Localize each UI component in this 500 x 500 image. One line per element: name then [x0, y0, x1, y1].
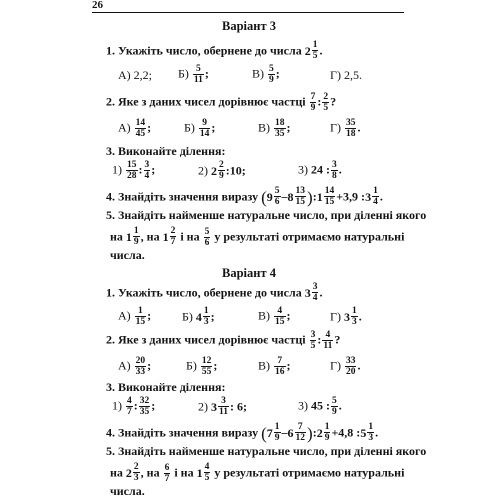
v3-q2-option-a: А) $\frac{14}{45}$ ;	[118, 118, 152, 139]
v3-q1-question: 1. Укажіть число, обернене до числа 2 1 5 .	[106, 40, 323, 61]
v4-q5-question: 5. Знайдіть найменше натуральне число, при діленні якого	[106, 444, 427, 458]
v4-q5-line-3: числа.	[110, 484, 145, 498]
variant-3-title: Варіант 3	[222, 19, 276, 33]
v4-q1-option-c: В) $\frac{4}{15}$ ;	[258, 306, 291, 327]
v3-q5-line-2: на 1 1 9 , на 1 2 7 і на $\frac{5}{6}$ у результаті отримаємо натуральні	[110, 226, 405, 249]
v4-q2-question: 2. Яке з даних чисел дорівнює частці $\frac{3}{5}$ : $\frac{4}{11}$ ?	[106, 330, 341, 351]
v4-q1-option-d: Г) 3 1 3 .	[330, 306, 362, 327]
v4-q3-expr-1: 1) $\frac{4}{7}$ : $\frac{32}{35}$ ;	[112, 396, 156, 417]
v4-q5-line-2: на 2 2 3 , на $\frac{6}{7}$ і на 1 4 5 у результаті отримаємо натуральні	[110, 462, 405, 485]
v4-q4-question: 4. Знайдіть значення виразу ( 7 1 9 – 6 7 12 ): 2 1 9 +4,8 : 5 1 3 .	[106, 422, 379, 443]
v3-q3-expr-1: 1) $\frac{15}{28}$ : $\frac{3}{4}$ ;	[112, 160, 156, 181]
v4-q2-option-d: Г) $\frac{33}{20}$ .	[330, 356, 361, 377]
v3-q1-option-a: А) 2,2;	[118, 68, 153, 82]
page-number: 26	[92, 0, 103, 11]
v3-q3-expr-2: 2) 2 2 9 :10;	[198, 160, 246, 181]
v3-q5-question: 5. Знайдіть найменше натуральне число, при діленні якого	[106, 208, 427, 222]
v4-q3-question: 3. Виконайте ділення:	[106, 380, 226, 394]
v4-q3-expr-3: 3) 45 : $\frac{5}{9}$ .	[298, 396, 342, 417]
v3-q2-option-c: В) $\frac{18}{35}$ ;	[258, 118, 291, 139]
v3-q3-question: 3. Виконайте ділення:	[106, 144, 226, 158]
v4-q1-option-b: Б) 4 1 3 ;	[182, 306, 215, 327]
v4-q1-option-a: А) $\frac{1}{15}$ ;	[118, 306, 152, 327]
v3-q3-expr-3: 3) 24 : $\frac{3}{8}$ .	[298, 160, 342, 181]
v3-q1-option-d: Г) 2,5.	[330, 68, 362, 82]
v3-q2-option-b: Б) $\frac{9}{14}$ ;	[184, 118, 216, 139]
v3-q4-question: 4. Знайдіть значення виразу ( 9 5 6 – 8 13 15 ): 1 14 15 +3,9 : 3 1 4 .	[106, 186, 383, 207]
v3-q2-question: 2. Яке з даних чисел дорівнює частці $\frac{7}{9}$ : $\frac{2}{5}$ ?	[106, 92, 337, 113]
v3-q5-line-3: числа.	[110, 248, 145, 262]
variant-4-title: Варіант 4	[222, 266, 276, 280]
page-header	[92, 0, 404, 13]
v4-q2-option-b: Б) $\frac{12}{55}$ ;	[186, 356, 218, 377]
v4-q2-option-c: В) $\frac{7}{16}$ ;	[258, 356, 291, 377]
v3-q2-option-d: Г) $\frac{35}{18}$ .	[330, 118, 361, 139]
v4-q1-question: 1. Укажіть число, обернене до числа 3 3 4 .	[106, 282, 323, 303]
v3-q1-option-b: Б) $\frac{5}{11}$ ;	[178, 64, 209, 85]
v3-q1-option-c: В) $\frac{5}{9}$ ;	[252, 64, 280, 85]
v4-q3-expr-2: 2) 3 3 11 : 6;	[198, 396, 247, 417]
v4-q2-option-a: А) $\frac{20}{33}$ ;	[118, 356, 152, 377]
